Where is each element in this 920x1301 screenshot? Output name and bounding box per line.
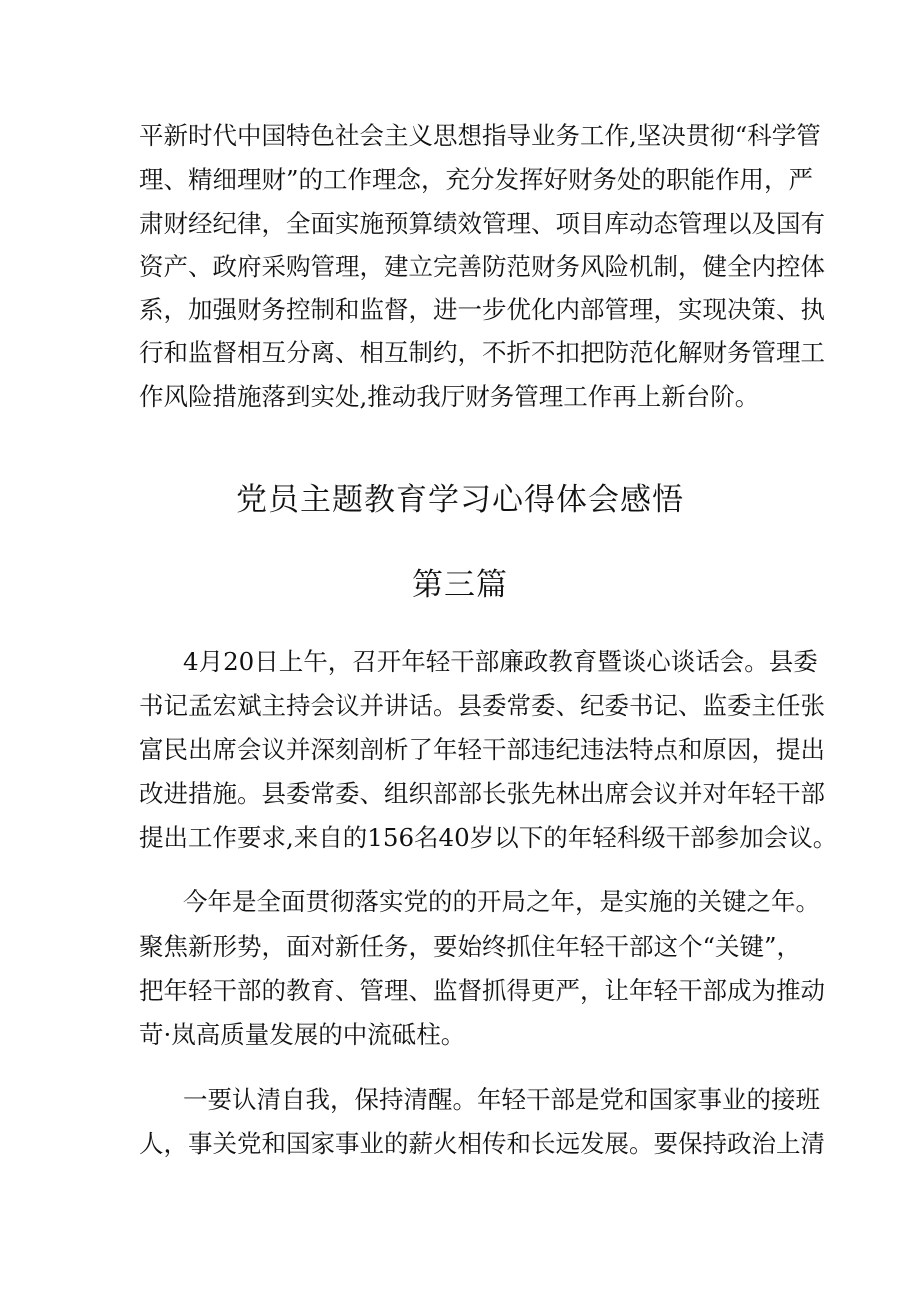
para2-line-2: 聚焦新形势，面对新任务，要始终抓住年轻干部这个“关键”，: [139, 932, 802, 961]
intro-line-3: 肃财经纪律，全面实施预算绩效管理、项目库动态管理以及国有: [139, 209, 825, 238]
article-title: 党员主题教育学习心得体会感悟: [236, 482, 684, 518]
intro-line-2: 理、精细理财”的工作理念，充分发挥好财务处的职能作用，严: [139, 165, 814, 194]
para1-line-1: 4月20日上午，召开年轻干部廉政教育暨谈心谈话会。县委: [183, 647, 818, 676]
intro-line-1: 平新时代中国特色社会主义思想指导业务工作,坚决贯彻“科学管: [139, 121, 821, 150]
intro-line-5: 系，加强财务控制和监督，进一步优化内部管理，实现决策、执: [139, 295, 825, 324]
para2-line-3: 把年轻干部的教育、管理、监督抓得更严，让年轻干部成为推动: [139, 976, 825, 1005]
para3-line-1: 一要认清自我，保持清醒。年轻干部是党和国家事业的接班: [183, 1085, 820, 1114]
intro-line-6: 行和监督相互分离、相互制约，不折不扣把防范化解财务管理工: [139, 338, 825, 367]
para1-line-3: 富民出席会议并深刻剖析了年轻干部违纪违法特点和原因，提出: [139, 735, 825, 764]
intro-line-4: 资产、政府采购管理，建立完善防范财务风险机制，健全内控体: [139, 252, 825, 281]
para2-line-4: 苛·岚高质量发展的中流砥柱。: [139, 1020, 466, 1049]
para2-line-1: 今年是全面贯彻落实党的的开局之年，是实施的关键之年。: [183, 887, 820, 916]
article-subtitle: 第三篇: [412, 567, 508, 603]
intro-line-7: 作风险措施落到实处,推动我厅财务管理工作再上新台阶。: [139, 382, 760, 411]
para3-line-2: 人，事关党和国家事业的薪火相传和长远发展。要保持政治上清: [139, 1129, 825, 1158]
para1-line-5: 提出工作要求,来自的156名40岁以下的年轻科级干部参加会议。: [139, 823, 838, 852]
para1-line-2: 书记孟宏斌主持会议并讲话。县委常委、纪委书记、监委主任张: [139, 691, 825, 720]
para1-line-4: 改进措施。县委常委、组织部部长张先林出席会议并对年轻干部: [139, 779, 825, 808]
